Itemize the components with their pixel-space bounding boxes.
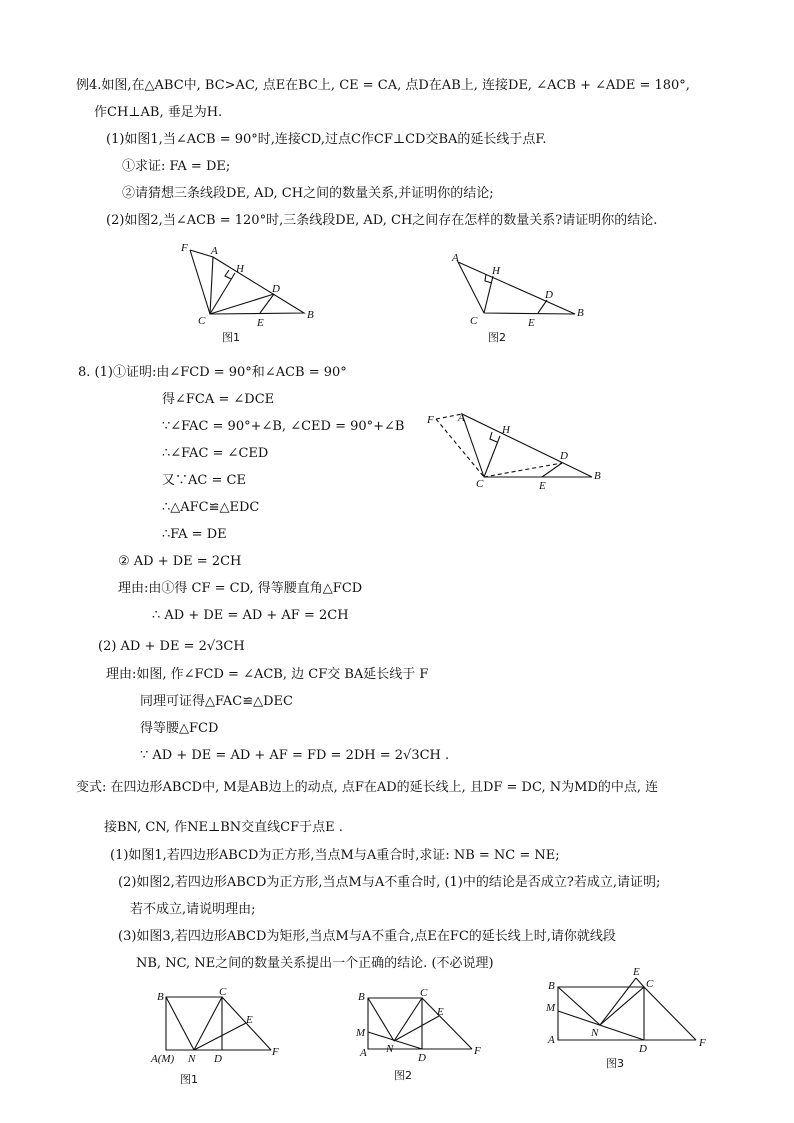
solution-line-8: ② AD + DE = 2CH [118, 554, 242, 569]
segment-cd [484, 463, 562, 477]
square-abcd [368, 998, 422, 1049]
label-c: C [470, 315, 478, 327]
label-b: B [307, 309, 314, 321]
right-angle-mark [225, 270, 231, 279]
solution-line-9: 理由:由①得 CF = CD, 得等腰直角△FCD [118, 581, 363, 596]
segment-cn [194, 997, 222, 1050]
solution-line-6: ∴△AFC≌△EDC [162, 500, 260, 515]
solution-line-7: ∴FA = DE [162, 527, 227, 542]
segment-bn [368, 998, 394, 1041]
label-d: D [560, 450, 568, 462]
label-c: C [476, 478, 484, 490]
variant-figure-1-caption: 图1 [180, 1073, 198, 1086]
segment-ch [484, 436, 500, 477]
segment-cd [210, 294, 274, 314]
label-f: F [272, 1046, 279, 1058]
right-angle-mark [490, 432, 497, 442]
label-h: H [236, 263, 244, 275]
solution-line-11: (2) AD + DE = 2√3CH [98, 639, 245, 654]
segment-de [260, 294, 274, 313]
solution-line-13: 同理可证得△FAC≌△DEC [140, 694, 293, 709]
variant-part-3: (3)如图3,若四边形ABCD为矩形,当点M与A不重合,点E在FC的延长线上时,请你就线段 [118, 929, 616, 944]
triangle-abc [458, 262, 575, 314]
label-c: C [219, 986, 227, 998]
label-e: E [437, 1006, 444, 1018]
label-e: E [528, 317, 535, 329]
figure-2-caption: 图2 [488, 331, 506, 344]
variant-part-2-cont: 若不成立,请说明理由; [130, 902, 256, 917]
label-b: B [594, 470, 601, 482]
label-n: N [386, 1043, 394, 1055]
label-n: N [188, 1053, 196, 1065]
solution-line-4: ∴∠FAC = ∠CED [162, 446, 269, 461]
segment-fc [190, 250, 210, 314]
segment-cn [394, 998, 422, 1041]
segment-cf [644, 987, 696, 1040]
variant-part-3-cont: NB, NC, NE之间的数量关系提出一个正确的结论. (不必说理) [136, 956, 494, 971]
segment-de [538, 300, 547, 313]
label-b: B [548, 980, 555, 992]
label-e: E [257, 317, 264, 329]
segment-de [542, 463, 562, 477]
variant-part-1: (1)如图1,若四边形ABCD为正方形,当点M与A重合时,求证: NB = NC = NE; [110, 848, 560, 863]
label-e: E [539, 480, 546, 492]
label-c: C [420, 987, 428, 999]
figure-1-caption: 图1 [222, 331, 240, 344]
label-a: A [211, 245, 218, 257]
label-f: F [181, 242, 188, 254]
figure-2 [446, 250, 596, 360]
square-abcd [166, 997, 222, 1050]
label-a: A [548, 1034, 555, 1046]
solution-line-10: ∴ AD + DE = AD + AF = 2CH [152, 608, 349, 623]
variant-line-1: 变式: 在四边形ABCD中, M是AB边上的动点, 点F在AD的延长线上, 且DF = DC, N为MD的中点, 连 [76, 780, 659, 795]
problem-line-2: 作CH⊥AB, 垂足为H. [94, 105, 223, 120]
solution-line-5: 又∵AC = CE [162, 473, 246, 488]
label-b: B [577, 307, 584, 319]
problem-part-1: (1)如图1,当∠ACB = 90°时,连接CD,过点C作CF⊥CD交BA的延长线于点F. [106, 132, 547, 147]
segment-ne [394, 1016, 439, 1041]
label-m: M [546, 1002, 556, 1014]
label-e: E [246, 1014, 253, 1026]
label-am: A(M) [151, 1053, 175, 1065]
solution-line-14: 得等腰△FCD [140, 721, 219, 736]
segment-md [558, 1011, 644, 1040]
variant-figure-3 [544, 966, 714, 1076]
label-b: B [358, 991, 365, 1003]
variant-figure-2 [352, 986, 492, 1086]
segment-ne [600, 978, 636, 1025]
segment-bn [166, 997, 194, 1050]
segment-fc [436, 419, 484, 477]
label-e: E [633, 966, 640, 978]
rectangle-abcd [558, 987, 644, 1040]
segment-cf [422, 998, 472, 1049]
label-c: C [198, 315, 206, 327]
label-d: D [418, 1052, 426, 1064]
variant-part-2: (2)如图2,若四边形ABCD为正方形,当点M与A不重合时, (1)中的结论是否成立?若成立,请证明; [118, 875, 661, 890]
label-d: D [545, 289, 553, 301]
label-n: N [591, 1027, 599, 1039]
variant-figure-1 [148, 988, 288, 1088]
label-f: F [474, 1045, 481, 1057]
triangle-abc [210, 257, 304, 314]
variant-line-2: 接BN, CN, 作NE⊥BN交直线CF于点E . [104, 820, 343, 835]
label-d: D [214, 1053, 222, 1065]
triangle-abc [462, 414, 592, 477]
variant-figure-2-caption: 图2 [394, 1069, 412, 1082]
segment-cn [600, 987, 644, 1025]
segment-ce [636, 978, 644, 987]
problem-part-2: (2)如图2,当∠ACB = 120°时,三条线段DE, AD, CH之间存在怎样的数量关系?请证明你的结论. [106, 213, 658, 228]
solution-line-1: 8. (1)①证明:由∠FCD = 90°和∠ACB = 90° [78, 365, 347, 380]
segment-bn [558, 987, 600, 1025]
figure-1 [178, 240, 318, 350]
problem-part-1-i: ①求证: FA = DE; [122, 159, 231, 174]
solution-line-3: ∵∠FAC = 90°+∠B, ∠CED = 90°+∠B [162, 419, 405, 434]
figure-solution [424, 405, 604, 495]
segment-ne [194, 1023, 246, 1050]
segment-fa [190, 250, 213, 257]
problem-part-1-ii: ②请猜想三条线段DE, AD, CH之间的数量关系,并证明你的结论; [122, 186, 494, 201]
variant-figure-3-caption: 图3 [606, 1057, 624, 1070]
label-h: H [502, 424, 510, 436]
label-c: C [646, 978, 654, 990]
label-a: A [458, 412, 465, 424]
problem-line-1: 例4.如图,在△ABC中, BC>AC, 点E在BC上, CE = CA, 点D在AB上, 连接DE, ∠ACB + ∠ADE = 180°, [76, 78, 690, 93]
solution-line-12: 理由:如图, 作∠FCD = ∠ACB, 边 CF交 BA延长线于 F [106, 667, 429, 682]
label-f: F [699, 1037, 706, 1049]
label-d: D [272, 283, 280, 295]
solution-line-15: ∵ AD + DE = AD + AF = FD = 2DH = 2√3CH . [140, 748, 450, 763]
label-a: A [360, 1047, 367, 1059]
label-m: M [356, 1027, 366, 1039]
label-h: H [492, 265, 500, 277]
label-d: D [639, 1043, 647, 1055]
label-a: A [452, 252, 459, 264]
label-b: B [157, 991, 164, 1003]
solution-line-2: 得∠FCA = ∠DCE [162, 392, 275, 407]
label-f: F [427, 414, 434, 426]
